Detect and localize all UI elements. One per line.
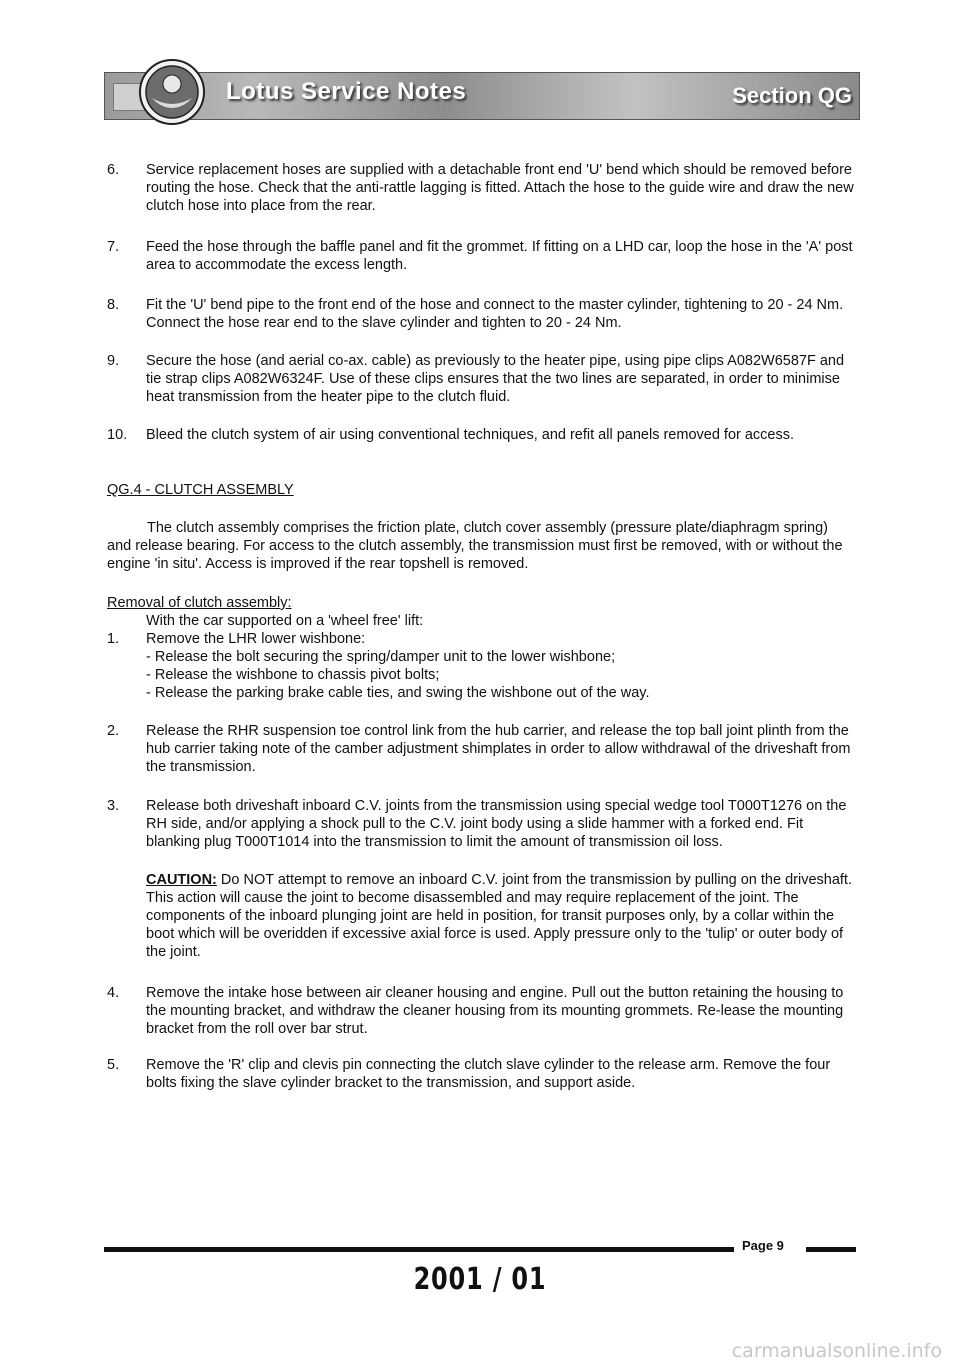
step-number: 2. bbox=[107, 723, 120, 739]
item-text: Fit the 'U' bend pipe to the front end of the hose and connect to the master cylinder, tightening to 20 - 24 Nm. Connect the hose rear end to the slave cylinder and tighten to 20 - 24 Nm. bbox=[146, 297, 844, 331]
removal-lead: With the car supported on a 'wheel free' lift: bbox=[146, 613, 424, 629]
step-text: Remove the 'R' clip and clevis pin connecting the clutch slave cylinder to the release arm. Remove the four bolts fixing the slave cylinder bracket to the transmission, and support aside. bbox=[146, 1057, 831, 1091]
step-text: Release the RHR suspension toe control link from the hub carrier, and release the top ball joint plinth from the hub carrier taking note of the camber adjustment shimplates in order to allow withdrawal of the driveshaft from the transmission. bbox=[146, 723, 851, 775]
item-text: Service replacement hoses are supplied with a detachable front end 'U' bend which should be removed before routing the hose. Check that the anti-rattle lagging is fitted. Attach the hose to the guide wire and draw the new clutch hose into place from the rear. bbox=[146, 162, 854, 214]
item-text: Feed the hose through the baffle panel and fit the grommet. If fitting on a LHD car, loop the hose in the 'A' post area to accommodate the excess length. bbox=[146, 239, 853, 273]
removal-heading: Removal of clutch assembly: bbox=[107, 595, 292, 611]
step-number: 3. bbox=[107, 798, 120, 814]
step-text: Remove the intake hose between air cleaner housing and engine. Pull out the button retaining the housing to the mounting bracket, and withdraw the cleaner housing from its mounting grommets. Re-lease the mounting bracket from the roll over bar strut. bbox=[146, 985, 844, 1037]
item-number: 7. bbox=[107, 239, 120, 255]
item-number: 9. bbox=[107, 353, 120, 369]
lotus-logo bbox=[138, 58, 206, 126]
header-section: Section QG bbox=[732, 83, 852, 108]
item-number: 6. bbox=[107, 162, 120, 178]
watermark: carmanualsonline.info bbox=[731, 1340, 942, 1362]
caution-note bbox=[146, 871, 856, 961]
header-title: Lotus Service Notes bbox=[226, 78, 467, 105]
step-number: 4. bbox=[107, 985, 120, 1001]
step-number: 5. bbox=[107, 1057, 120, 1073]
item-text: Bleed the clutch system of air using conventional techniques, and refit all panels removed for access. bbox=[146, 427, 795, 443]
caution-text: Do NOT attempt to remove an inboard C.V. joint from the transmission by pulling on the driveshaft. This action will cause the joint to become disassembled and may require replacement of the joint. The components of the inboard plunging joint are held in position, for transit purposes only, by a collar within the boot which will be overidden if excessive axial force is used. Apply pressure only to the 'tulip' or outer body of the joint. bbox=[146, 872, 852, 960]
sub-step: - Release the wishbone to chassis pivot bolts; bbox=[146, 667, 440, 683]
item-number: 8. bbox=[107, 297, 120, 313]
section-heading: QG.4 - CLUTCH ASSEMBLY bbox=[107, 482, 294, 498]
issue-date: 2001 / 01 bbox=[413, 1262, 547, 1297]
caution-label: CAUTION: bbox=[146, 872, 217, 888]
item-number: 10. bbox=[107, 427, 128, 443]
item-text: Secure the hose (and aerial co-ax. cable) as previously to the heater pipe, using pipe clips A082W6587F and tie strap clips A082W6324F. Use of these clips ensures that the two lines are separated, in order to minimise heat transmission from the heater pipe to the clutch fluid. bbox=[146, 353, 845, 405]
footer-rule-short bbox=[806, 1247, 856, 1252]
sub-step: - Release the parking brake cable ties, and swing the wishbone out of the way. bbox=[146, 685, 650, 701]
page-number: Page 9 bbox=[742, 1238, 784, 1253]
sub-step: - Release the bolt securing the spring/damper unit to the lower wishbone; bbox=[146, 649, 616, 665]
step-number: 1. bbox=[107, 631, 120, 647]
footer-rule bbox=[104, 1247, 734, 1252]
step-text: Remove the LHR lower wishbone: bbox=[146, 631, 366, 647]
intro-paragraph: The clutch assembly comprises the friction plate, clutch cover assembly (pressure plate/diaphragm spring) and release bearing. For access to the clutch assembly, the transmission must first be removed, with or without the engine 'in situ'. Access is improved if the rear topshell is removed. bbox=[107, 520, 843, 572]
step-text: Release both driveshaft inboard C.V. joints from the transmission using special wedge tool T000T1276 on the RH side, and/or applying a shock pull to the C.V. joint body using a slide hammer with a forked end. Fit blanking plug T000T1014 into the transmission to limit the amount of transmission oil loss. bbox=[146, 798, 847, 850]
